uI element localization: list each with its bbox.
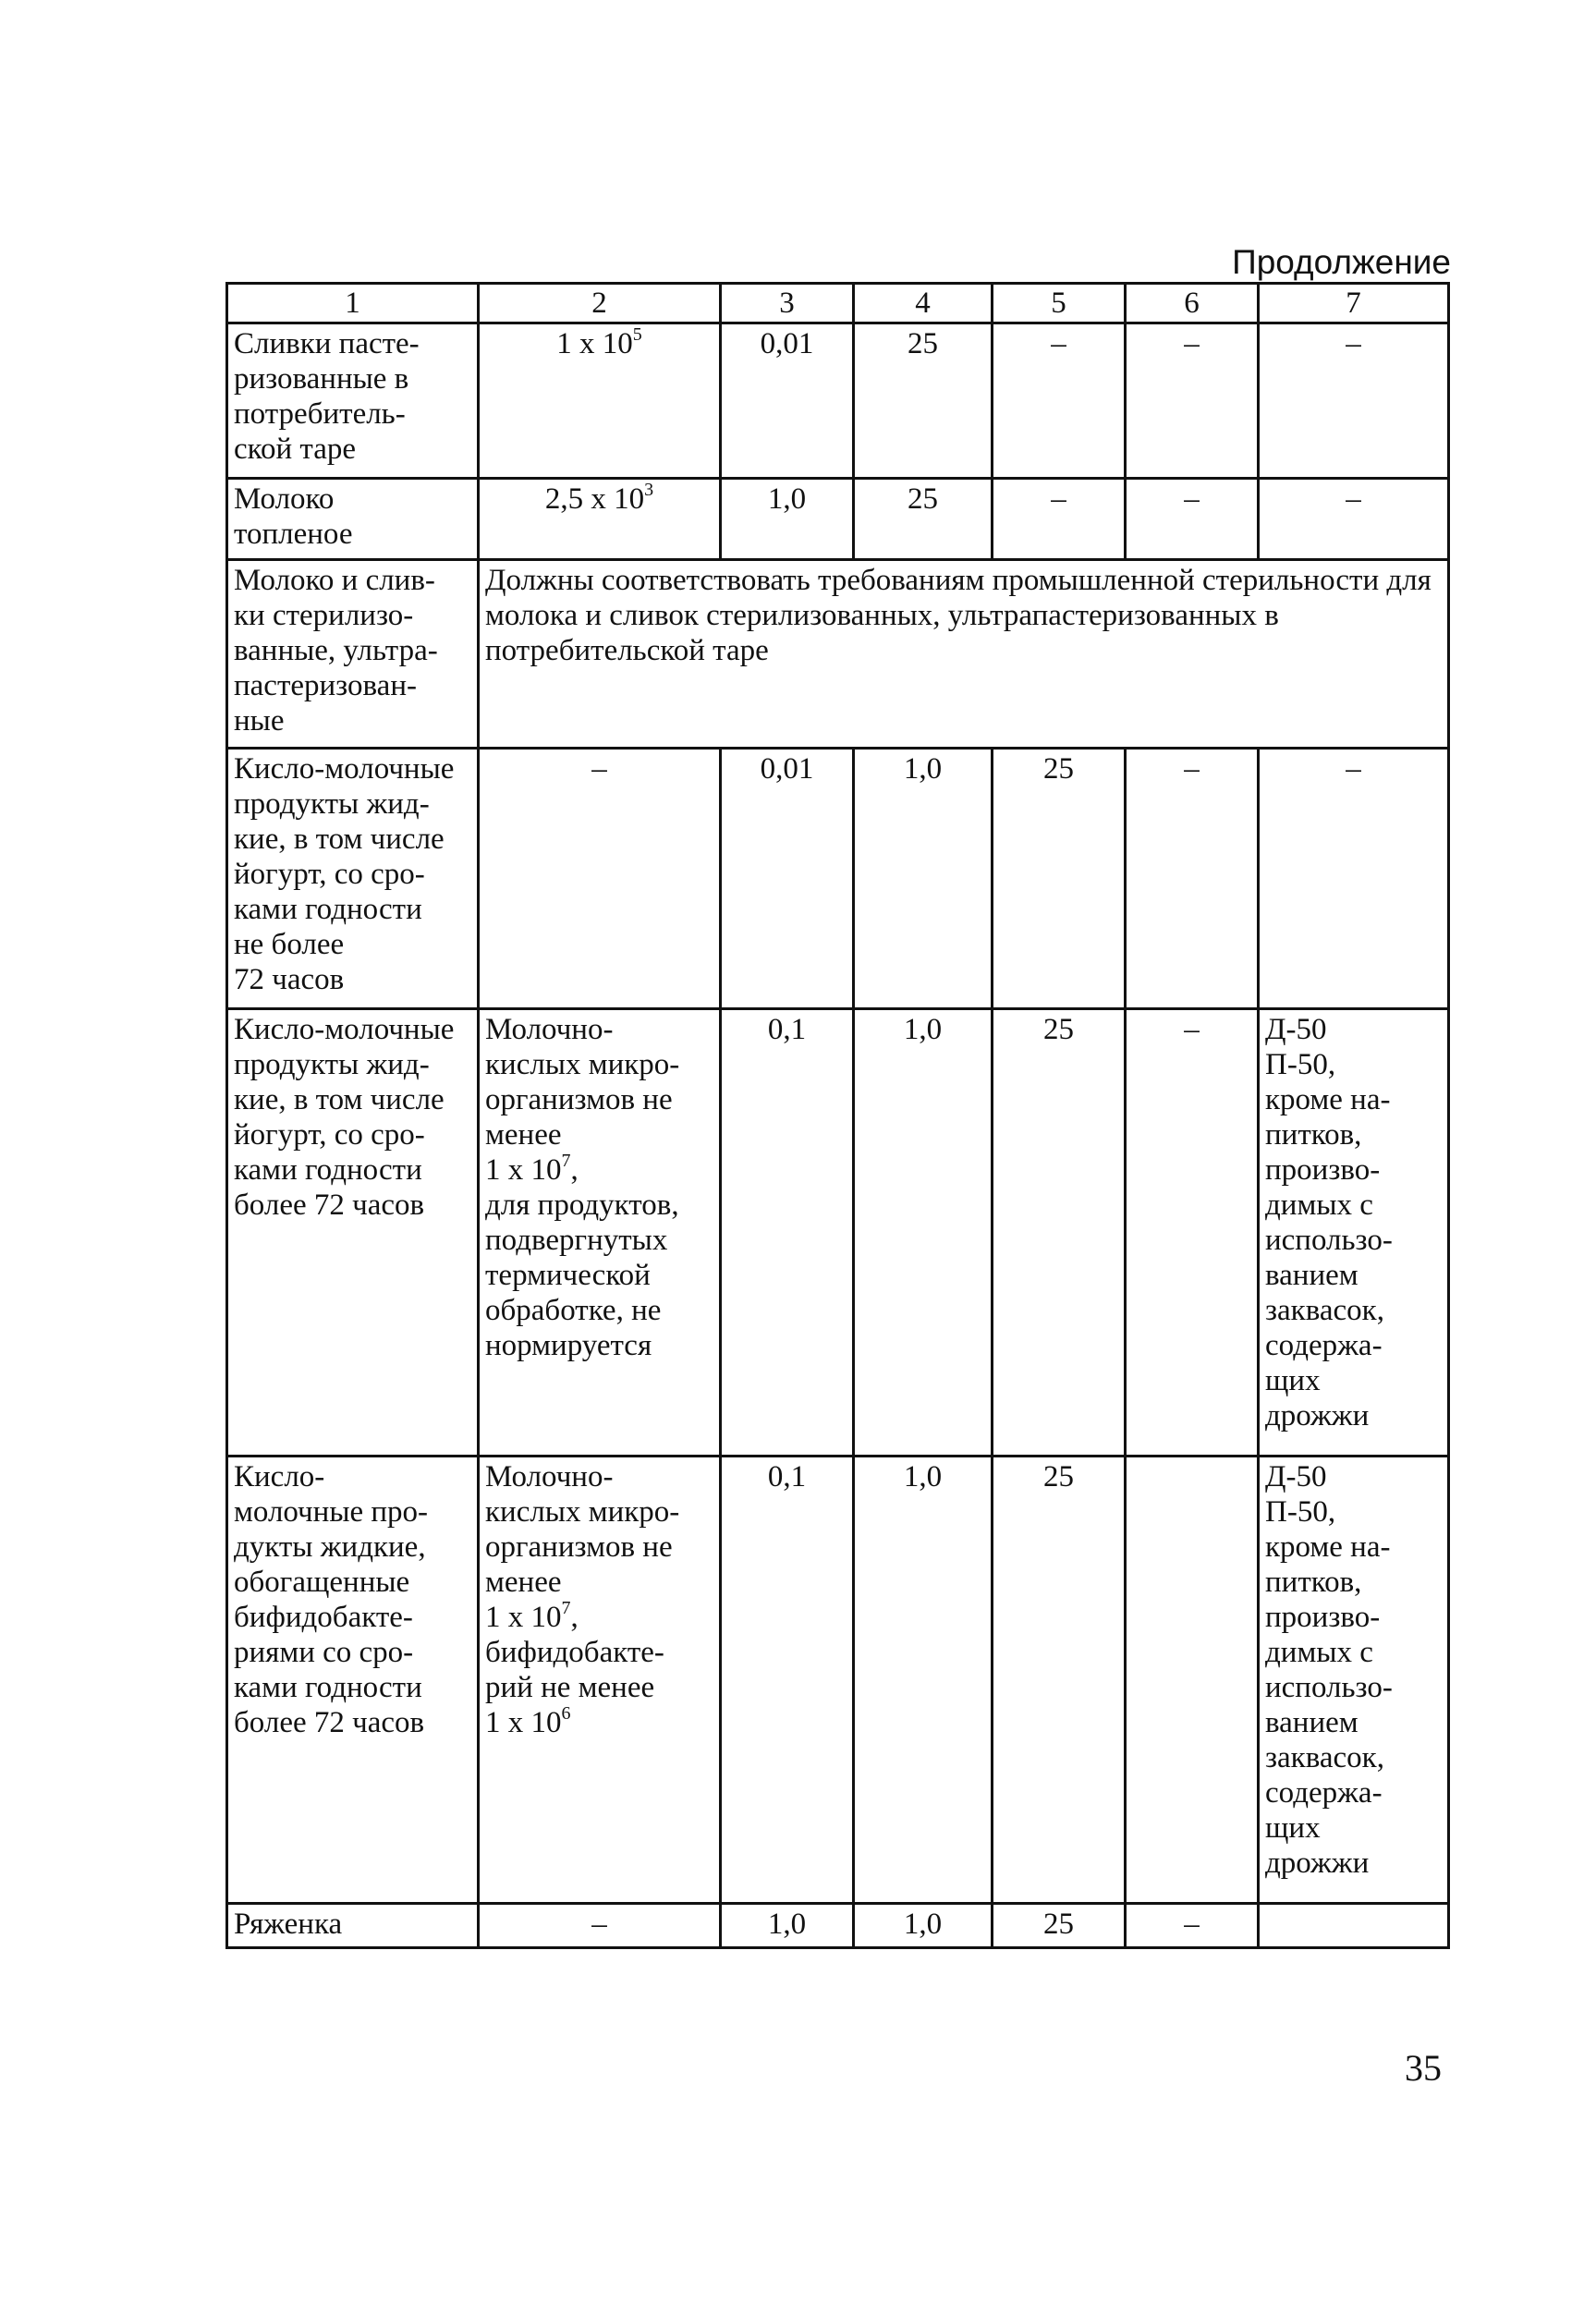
table-row	[227, 1457, 1449, 1904]
value-cell: –	[993, 479, 1126, 560]
value-cell: 1,0	[721, 1904, 854, 1948]
value-cell: 0,1	[721, 1457, 854, 1904]
merged-requirement-cell: Должны соответствовать требованиям промышленной стерильности для молока и сливок стерилизованных, ультрапастеризованных в потребительской таре	[479, 560, 1449, 749]
value-cell: –	[993, 323, 1126, 479]
value-cell: 25	[854, 479, 993, 560]
table-row	[227, 479, 1449, 560]
value-cell: 2,5 x $10^3$	[479, 479, 721, 560]
value-cell	[1126, 1457, 1259, 1904]
value-cell: 25	[993, 1009, 1126, 1457]
notes-cell: Д-50 П-50, кроме на- питков, произво- димых с использо- ванием заквасок, содержа- щих дрожжи	[1259, 1457, 1449, 1904]
standards-table	[225, 282, 1450, 1949]
value-cell: 0,01	[721, 323, 854, 479]
value-cell: 1,0	[854, 749, 993, 1009]
header-cell: 7	[1259, 284, 1449, 323]
value-cell: 1,0	[854, 1457, 993, 1904]
product-name-cell: Кисло-молочные продукты жид- кие, в том числе йогурт, со сро- ками годности более 72 часов	[227, 1009, 479, 1457]
header-cell: 6	[1126, 284, 1259, 323]
table-row	[227, 749, 1449, 1009]
header-cell: 1	[227, 284, 479, 323]
header-cell: 4	[854, 284, 993, 323]
value-cell: –	[1126, 1904, 1259, 1948]
header-cell: 3	[721, 284, 854, 323]
product-name-cell: Сливки пасте- ризованные в потребитель- ской таре	[227, 323, 479, 479]
value-cell: 1 x $10^5$	[479, 323, 721, 479]
value-cell: –	[1259, 323, 1449, 479]
value-cell: 0,01	[721, 749, 854, 1009]
product-name-cell: Молоко и слив- ки стерилизо- ванные, ультра- пастеризован- ные	[227, 560, 479, 749]
header-cell: 2	[479, 284, 721, 323]
microorganism-cell: Молочно- кислых микро- организмов не менее 1 x $10^7$, бифидобакте- рий не менее 1 x $10^6$	[479, 1457, 721, 1904]
value-cell: –	[1126, 749, 1259, 1009]
table-header-row	[227, 284, 1449, 323]
value-cell: 25	[993, 1457, 1126, 1904]
continuation-label: Продолжение	[1232, 243, 1451, 281]
product-name-cell: Молоко топленое	[227, 479, 479, 560]
value-cell	[1259, 1904, 1449, 1948]
value-cell: 1,0	[854, 1009, 993, 1457]
microorganism-cell: Молочно- кислых микро- организмов не менее 1 x $10^7$, для продуктов, подвергнутых термической обработке, не нормируется	[479, 1009, 721, 1457]
table-row	[227, 1009, 1449, 1457]
value-cell: –	[479, 1904, 721, 1948]
page-number: 35	[1405, 2047, 1442, 2089]
table-row	[227, 323, 1449, 479]
value-cell: 1,0	[854, 1904, 993, 1948]
value-cell: –	[479, 749, 721, 1009]
value-cell: –	[1259, 749, 1449, 1009]
table-row	[227, 1904, 1449, 1948]
value-cell: 25	[854, 323, 993, 479]
header-cell: 5	[993, 284, 1126, 323]
table-row	[227, 560, 1449, 749]
value-cell: 25	[993, 749, 1126, 1009]
product-name-cell: Кисло-молочные продукты жид- кие, в том числе йогурт, со сро- ками годности не более 72 часов	[227, 749, 479, 1009]
value-cell: –	[1126, 1009, 1259, 1457]
value-cell: 25	[993, 1904, 1126, 1948]
product-name-cell: Кисло- молочные про- дукты жидкие, обогащенные бифидобакте- риями со сро- ками годности более 72 часов	[227, 1457, 479, 1904]
value-cell: –	[1126, 323, 1259, 479]
value-cell: –	[1259, 479, 1449, 560]
value-cell: –	[1126, 479, 1259, 560]
value-cell: 1,0	[721, 479, 854, 560]
product-name-cell: Ряженка	[227, 1904, 479, 1948]
value-cell: 0,1	[721, 1009, 854, 1457]
notes-cell: Д-50 П-50, кроме на- питков, произво- димых с использо- ванием заквасок, содержа- щих дрожжи	[1259, 1009, 1449, 1457]
